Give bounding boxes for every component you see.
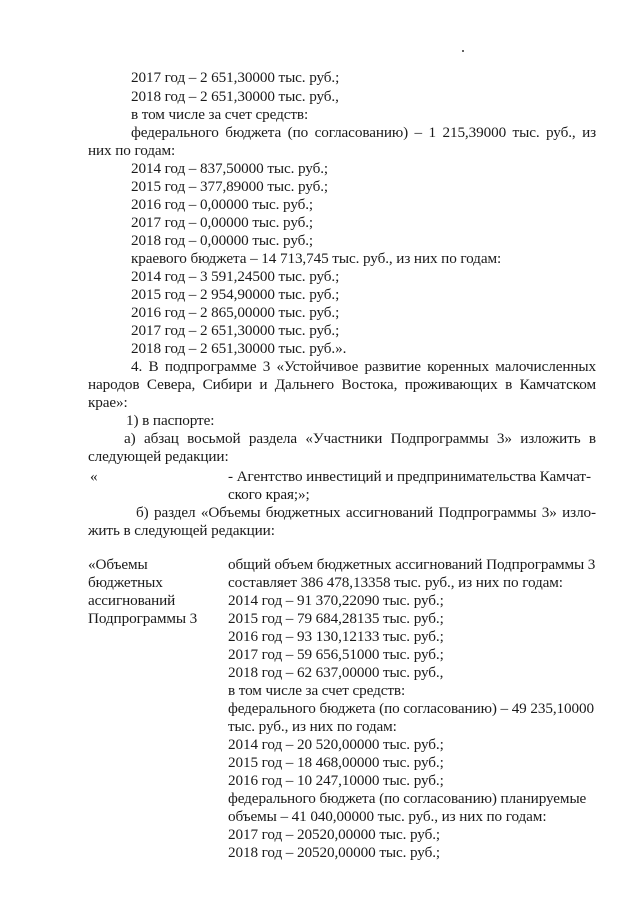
text-line: 2015 год – 2 954,90000 тыс. руб.;: [131, 286, 340, 303]
text-line: 2018 год – 0,00000 тыс. руб.;: [131, 232, 314, 249]
table-label-line: бюджетных: [88, 574, 163, 591]
text-line: 2018 год – 2 651,30000 тыс. руб.».: [131, 340, 347, 357]
table-value-line: 2015 год – 18 468,00000 тыс. руб.;: [228, 754, 444, 771]
table-value-line: 2015 год – 79 684,28135 тыс. руб.;: [228, 610, 444, 627]
text-line: 2017 год – 2 651,30000 тыс. руб.;: [131, 69, 340, 86]
text-line: 2016 год – 2 865,00000 тыс. руб.;: [131, 304, 340, 321]
table-value-line: федерального бюджета (по согласованию) планируемые: [228, 790, 587, 807]
table-value-line: 2016 год – 10 247,10000 тыс. руб.;: [228, 772, 444, 789]
table-value-line: тыс. руб., из них по годам:: [228, 718, 397, 735]
text-line: 2017 год – 2 651,30000 тыс. руб.;: [131, 322, 340, 339]
table-label-line: «Объемы: [88, 556, 148, 573]
paragraph-line: следующей редакции:: [88, 448, 229, 465]
table-value-line: составляет 386 478,13358 тыс. руб., из них по годам:: [228, 574, 563, 591]
text-line: 2015 год – 377,89000 тыс. руб.;: [131, 178, 329, 195]
text-line: 2017 год – 0,00000 тыс. руб.;: [131, 214, 314, 231]
paragraph-line: крае»:: [88, 394, 128, 411]
table-value-line: 2017 год – 20520,00000 тыс. руб.;: [228, 826, 441, 843]
text-line: 2018 год – 2 651,30000 тыс. руб.,: [131, 88, 339, 105]
text-line: них по годам:: [88, 142, 176, 159]
text-line: федерального бюджета (по согласованию) – 1 215,39000 тыс. руб., из: [131, 124, 596, 141]
table-value-line: в том числе за счет средств:: [228, 682, 406, 699]
scan-speck: [462, 50, 464, 52]
paragraph-line: 4. В подпрограмме 3 «Устойчивое развитие коренных малочисленных: [131, 358, 596, 375]
table-value-line: общий объем бюджетных ассигнований Подпрограммы 3: [228, 556, 596, 573]
text-line: 2014 год – 3 591,24500 тыс. руб.;: [131, 268, 340, 285]
paragraph-line: а) абзац восьмой раздела «Участники Подпрограммы 3» изложить в: [124, 430, 596, 447]
agency-line: - Агентство инвестиций и предпринимательства Камчат-: [228, 468, 591, 485]
table-value-line: 2014 год – 91 370,22090 тыс. руб.;: [228, 592, 444, 609]
opening-quote: «: [90, 468, 98, 485]
table-value-line: федерального бюджета (по согласованию) – 49 235,10000: [228, 700, 595, 717]
table-value-line: 2017 год – 59 656,51000 тыс. руб.;: [228, 646, 444, 663]
text-line: краевого бюджета – 14 713,745 тыс. руб., из них по годам:: [131, 250, 502, 267]
table-value-line: 2016 год – 93 130,12133 тыс. руб.;: [228, 628, 444, 645]
text-line: 2014 год – 837,50000 тыс. руб.;: [131, 160, 329, 177]
table-value-line: объемы – 41 040,00000 тыс. руб., из них по годам:: [228, 808, 547, 825]
agency-line: ского края;»;: [228, 486, 310, 503]
paragraph-line: жить в следующей редакции:: [88, 522, 275, 539]
table-label-line: Подпрограммы 3: [88, 610, 198, 627]
table-value-line: 2018 год – 62 637,00000 тыс. руб.,: [228, 664, 444, 681]
paragraph-line: народов Севера, Сибири и Дальнего Востока, проживающих в Камчатском: [88, 376, 596, 393]
table-value-line: 2018 год – 20520,00000 тыс. руб.;: [228, 844, 441, 861]
text-line: в том числе за счет средств:: [131, 106, 309, 123]
text-line: 2016 год – 0,00000 тыс. руб.;: [131, 196, 314, 213]
subitem-heading: 1) в паспорте:: [126, 412, 215, 429]
table-label-line: ассигнований: [88, 592, 176, 609]
table-value-line: 2014 год – 20 520,00000 тыс. руб.;: [228, 736, 444, 753]
paragraph-line: б) раздел «Объемы бюджетных ассигнований Подпрограммы 3» изло-: [136, 504, 596, 521]
